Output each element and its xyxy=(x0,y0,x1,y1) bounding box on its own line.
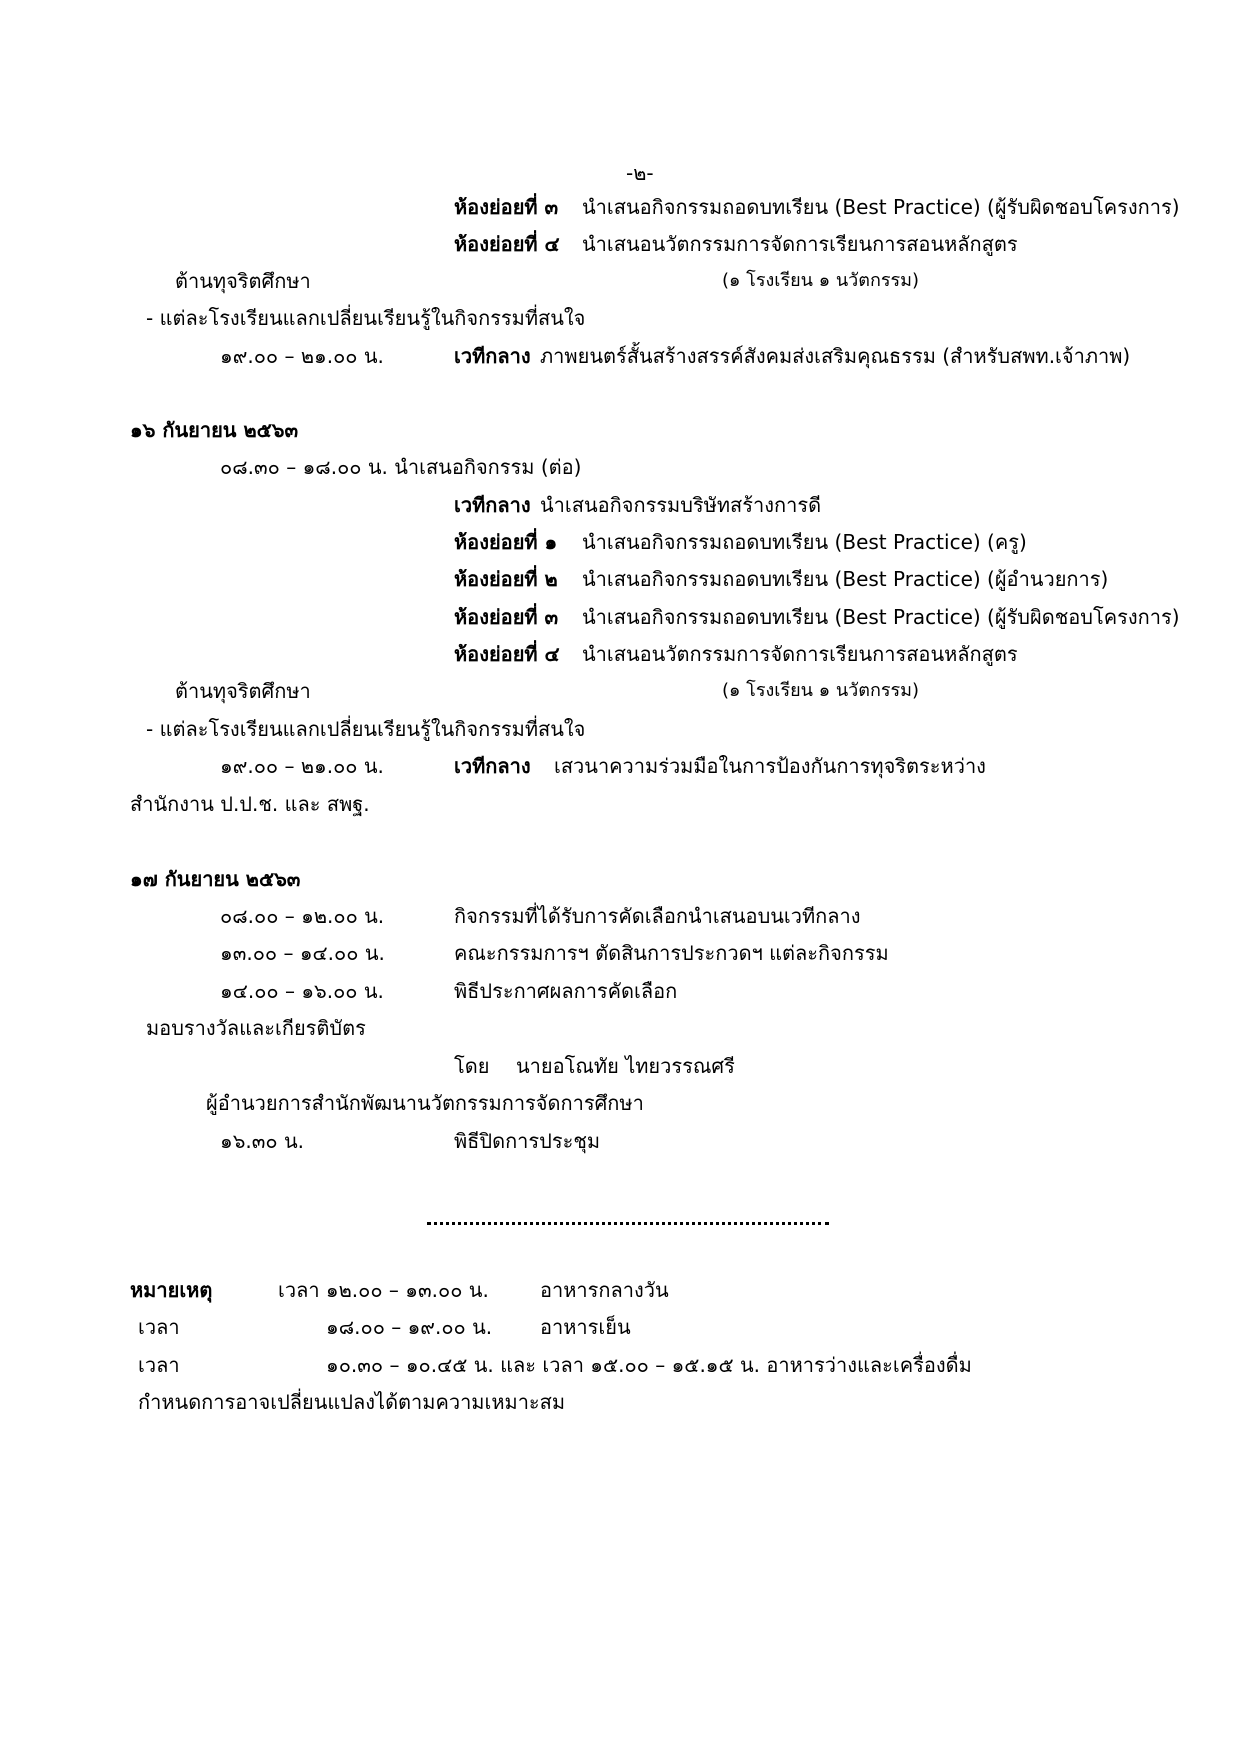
lunch-text: อาหารกลางวัน xyxy=(540,1278,669,1302)
day-16-room-3-text: นำเสนอกิจกรรมถอดบทเรียน (Best Practice) (ผู้รับผิดชอบโครงการ) xyxy=(582,605,1180,629)
page-number: -๒- xyxy=(626,161,654,185)
anti-corruption-text: ต้านทุจริตศึกษา xyxy=(175,269,311,293)
day-17-time-3: ๑๔.๐๐ – ๑๖.๐๐ น. xyxy=(220,979,384,1003)
dotted-separator xyxy=(427,1222,829,1225)
evening-stage-text: ภาพยนตร์สั้นสร้างสรรค์สังคมส่งเสริมคุณธรรม (สำหรับสพท.เจ้าภาพ) xyxy=(540,344,1131,368)
day-16-room-1-label: ห้องย่อยที่ ๑ xyxy=(454,530,558,554)
day-17-time-4: ๑๖.๓๐ น. xyxy=(220,1129,305,1153)
break-text: ๑๐.๓๐ – ๑๐.๔๕ น. และ เวลา ๑๕.๐๐ – ๑๕.๑๕ น. อาหารว่างและเครื่องดื่ม xyxy=(326,1353,972,1377)
day-16-evening-label: เวทีกลาง xyxy=(454,754,531,778)
remarks-label: หมายเหตุ xyxy=(130,1278,213,1302)
by-text: โดย xyxy=(454,1054,490,1078)
day-16-room-2-label: ห้องย่อยที่ ๒ xyxy=(454,567,558,591)
room-4-label: ห้องย่อยที่ ๔ xyxy=(454,232,560,256)
day-16-evening-cont: สำนักงาน ป.ป.ช. และ สพฐ. xyxy=(130,792,370,816)
lunch-time: เวลา ๑๒.๐๐ – ๑๓.๐๐ น. xyxy=(278,1278,489,1302)
dinner-prefix: เวลา xyxy=(138,1315,180,1339)
day-16-evening-text: เสวนาความร่วมมือในการป้องกันการทุจริตระหว่าง xyxy=(554,754,986,778)
day-16-room-4-text: นำเสนอนวัตกรรมการจัดการเรียนการสอนหลักสูตร xyxy=(582,642,1018,666)
day-16-presentation-time: ๐๘.๓๐ – ๑๘.๐๐ น. นำเสนอกิจกรรม (ต่อ) xyxy=(220,455,582,479)
presenter-name: นายอโณทัย ไทยวรรณศรี xyxy=(516,1054,735,1078)
day-16-anti-corruption-text: ต้านทุจริตศึกษา xyxy=(175,679,311,703)
schedule-note: กำหนดการอาจเปลี่ยนแปลงได้ตามความเหมาะสม xyxy=(138,1390,566,1414)
day-16-exchange-text: - แต่ละโรงเรียนแลกเปลี่ยนเรียนรู้ในกิจกรรมที่สนใจ xyxy=(146,717,586,741)
evening-stage-label: เวทีกลาง xyxy=(454,344,531,368)
day-16-room-1-text: นำเสนอกิจกรรมถอดบทเรียน (Best Practice) (ครู) xyxy=(582,530,1027,554)
day-16-room-2-text: นำเสนอกิจกรรมถอดบทเรียน (Best Practice) (ผู้อำนวยการ) xyxy=(582,567,1109,591)
day-17-date: ๑๗ กันยายน ๒๕๖๓ xyxy=(130,867,301,891)
dinner-time: ๑๘.๐๐ – ๑๙.๐๐ น. xyxy=(326,1315,493,1339)
day-17-text-1: กิจกรรมที่ได้รับการคัดเลือกนำเสนอบนเวทีกลาง xyxy=(454,904,861,928)
award-text: มอบรางวัลและเกียรติบัตร xyxy=(146,1016,366,1040)
day-17-time-2: ๑๓.๐๐ – ๑๔.๐๐ น. xyxy=(220,941,385,965)
day-16-evening-time: ๑๙.๐๐ – ๒๑.๐๐ น. xyxy=(220,754,384,778)
day-17-time-1: ๐๘.๐๐ – ๑๒.๐๐ น. xyxy=(220,904,385,928)
day-16-room-4-note: (๑ โรงเรียน ๑ นวัตกรรม) xyxy=(722,680,920,701)
room-3-label: ห้องย่อยที่ ๓ xyxy=(454,195,559,219)
day-16-stage-text: นำเสนอกิจกรรมบริษัทสร้างการดี xyxy=(540,493,822,517)
day-17-text-4: พิธีปิดการประชุม xyxy=(454,1129,601,1153)
day-17-text-2: คณะกรรมการฯ ตัดสินการประกวดฯ แต่ละกิจกรรม xyxy=(454,941,889,965)
day-17-text-3: พิธีประกาศผลการคัดเลือก xyxy=(454,979,678,1003)
presenter-title: ผู้อำนวยการสำนักพัฒนานวัตกรรมการจัดการศึกษา xyxy=(206,1091,644,1115)
exchange-text: - แต่ละโรงเรียนแลกเปลี่ยนเรียนรู้ในกิจกรรมที่สนใจ xyxy=(146,306,586,330)
dinner-text: อาหารเย็น xyxy=(540,1315,631,1339)
room-4-text: นำเสนอนวัตกรรมการจัดการเรียนการสอนหลักสูตร xyxy=(582,232,1018,256)
room-3-text: นำเสนอกิจกรรมถอดบทเรียน (Best Practice) (ผู้รับผิดชอบโครงการ) xyxy=(582,195,1180,219)
break-prefix: เวลา xyxy=(138,1353,180,1377)
day-16-date: ๑๖ กันยายน ๒๕๖๓ xyxy=(130,418,299,442)
day-16-room-3-label: ห้องย่อยที่ ๓ xyxy=(454,605,559,629)
day-16-room-4-label: ห้องย่อยที่ ๔ xyxy=(454,642,560,666)
evening-time: ๑๙.๐๐ – ๒๑.๐๐ น. xyxy=(220,344,384,368)
room-4-note: (๑ โรงเรียน ๑ นวัตกรรม) xyxy=(722,270,920,291)
day-16-stage-label: เวทีกลาง xyxy=(454,493,531,517)
